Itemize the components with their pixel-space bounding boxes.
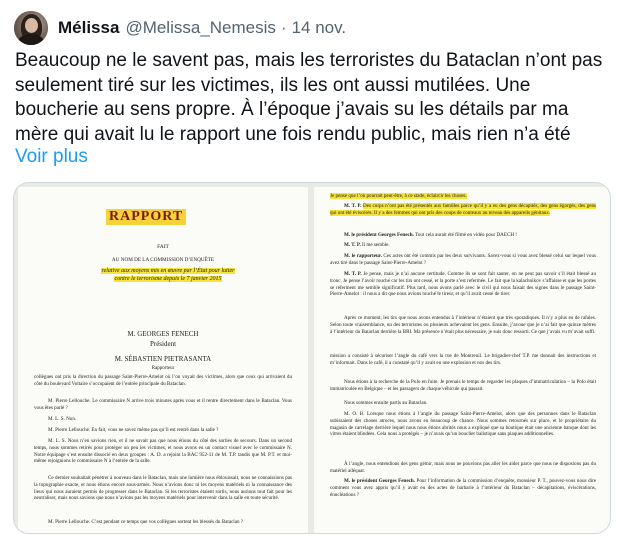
left-body-paragraph: M. Pierre Lellouche. Le commissaire N arrive trois minutes après vous et il rentre directement dans le Bataclan. Vous vous êtes parlé ?: [34, 398, 292, 411]
right-bottom-paragraph: M. O. B. Lorsque nous étions à l’angle du passage Saint-Pierre-Amelot, alors que des personnes dans le Bataclan subissaient des choses atroces, nous avons eu beaucoup de chance. Nous sommes retournés sur place, et le propriétaire du magasin de carrelage derrière lequel nous nous étions abrités nous a expliqué que sa boutique était une ancienne banque dont les vitres étaient blindées. Cela nous a protégés – je n’avais qu’un bouclier balistique sans plaques additionnelles.: [330, 411, 596, 438]
report-subject-line-1: relative aux moyens mis en œuvre par l’État pour lutter: [101, 268, 235, 274]
president-role: Président: [149, 340, 177, 348]
right-highlight-2: M. T. P. Des corps n’ont pas été présentés aux familles parce qu’il y a eu des gens décapités, des gens égorgés, des gens qui ont été éviscérés. Il y a des femmes qui ont pris des coups de couteaux au niveau des appareils génitaux.: [330, 203, 597, 216]
user-handle[interactable]: @Melissa_Nemesis: [125, 18, 276, 37]
rapporteur-role: Rapporteur: [151, 366, 175, 371]
report-page-right: [314, 187, 610, 533]
left-body-paragraph: M. Pierre Lellouche. En fait, vous ne savez même pas qu’il est rentré dans la salle ?: [48, 427, 219, 433]
left-body-paragraph: M. Pierre Lellouche. C’est pendant ce temps que vos collègues sortent les blessés du Bataclan ?: [48, 519, 244, 525]
right-highlight-1: Je pense que l’on pourrait peut-être, à ce stade, éclaircir les choses.: [330, 193, 467, 199]
tweet-date[interactable]: 14 nov.: [291, 18, 347, 37]
report-president: [18, 329, 308, 349]
right-bottom-paragraph: mission a consisté à sécuriser l’angle du café vers la rue de Montreuil. Le brigadier-chef T.P. me donnait des instructions et m’informait. Dans le café, il a constaté qu’il y avait eu une explosion et nos des tirs.: [330, 353, 596, 366]
rapporteur-name: M. SÉBASTIEN PIETRASANTA: [114, 355, 212, 363]
president-name: M. GEORGES FENECH: [127, 330, 199, 338]
display-name[interactable]: Mélissa: [58, 18, 120, 37]
report-subject-line-2: contre le terrorisme depuis le 7 janvier 2015: [114, 276, 222, 282]
report-commission: AU NOM DE LA COMMISSION D’ENQUÊTE: [111, 257, 215, 263]
right-tp-2: M. T. P. Je pense, mais je n’ai aucune certitude. Comme ils se sont fait sauter, on ne peut pas savoir s’il était blessé au tronc. Je pense l’avoir touché car les tirs ont cessé, et la porte s’est refermée. Le fait que la kalachnikov s’affaisse et que les portes se referment me semble significatif. Plus tard, nous avons parlé avec le civil qui nous faisait des signes dans le passage Saint-Pierre-Amelot : il nous a dit que nous avions touché le tireur, et qu’il avait cessé de tirer.: [330, 271, 596, 298]
tweet-media[interactable]: [13, 182, 611, 534]
tweet-text: Beaucoup ne le savent pas, mais les terroristes du Bataclan n’ont pas seulement tiré sur les victimes, ils les ont aussi mutilées. Une boucherie au sens propre. À l’époque j’avais su les détails par ma mère qui avait lu le rapport une fois rendu public, mais rien n’a été: [15, 50, 603, 145]
right-bottom-paragraph: Nous étions à la recherche de la Polo en fuite. Je prenais le temps de regarder les plaques d’immatriculation – la Polo était immatriculée en Belgique – et les passagers de chaque véhicule qui passait.: [330, 379, 596, 392]
left-body-paragraph: M. L. S. Non.: [48, 416, 77, 422]
report-subject: [48, 267, 288, 283]
right-fenech-1: M. le président Georges Fenech. Tout cela aurait été filmé en vidéo pour DAECH !: [344, 232, 517, 238]
report-title: RAPPORT: [106, 209, 186, 225]
right-final-question: M. le président Georges Fenech. Pour l’information de la commission d’enquête, monsieur P. T., pouvez-vous nous dire comment vous avez appris qu’il y avait eu des actes de barbarie à l’intérieur du Bataclan – décapitations, éviscérations, énucléations ?: [330, 478, 596, 498]
report-page-left: [18, 187, 308, 533]
right-bottom-paragraph: À l’angle, nous entendions des gens gémir, mais nous ne pouvions pas aller les aider parce que nous ne disposions pas du matériel adéquat.: [330, 461, 596, 474]
right-tp-3: Après ce moment, les tirs que nous avons entendus à l’intérieur n’étaient que très sporadiques. Il n’y a plus eu de rafales. Selon toute vraisemblance, un des terroristes ou plusieurs achevaient les gens. Ensuite, j’avoue que je n’ai fait que quinze mètres à l’intérieur du Bataclan derrière la BRI. Ma présence n’était plus nécessaire, je suis donc ressorti. Ce que j’avais vu m’avait suffi.: [330, 315, 596, 335]
right-rapporteur-1: M. le rapporteur. Ces actes ont été commis par les deux survivants. Savez-vous si vous avez blessé celui sur lequel vous avez tiré dans le passage Saint-Pierre-Amelot ?: [330, 253, 596, 266]
report-fait: FAIT: [157, 244, 169, 250]
separator-dot: ·: [280, 18, 287, 37]
show-more-link[interactable]: Voir plus: [15, 146, 88, 167]
author-line: [58, 18, 346, 38]
left-body-paragraph: M. L. S. Nous n’en savions rien, et il ne savait pas que nous étions du côté des sorties de secours. Dans un second temps, nous sommes retirés pour protéger un peu les victimes, et nous avons eu un contact visuel avec le commissaire N. Notre équipage s’est ensuite dissocié en deux groupes : A. D. a rejoint la BAC 952-11 de M. T.P. tandis que M. P.T. et moi-même rejoignions le commissaire N à l’entrée de la salle.: [34, 438, 292, 465]
report-rapporteur: [18, 355, 308, 373]
right-tp-1: M. T. P. Il me semble.: [344, 242, 390, 248]
tweet-header: [14, 10, 346, 46]
avatar[interactable]: [14, 11, 48, 45]
left-body-paragraph: collègues ont pris la direction du passage Saint-Pierre-Amelot où l’on voyait des victimes, alors que ceux qui arrivaient du côté du boulevard Voltaire s’occupaient de l’entrée principale du Bataclan.: [34, 374, 292, 387]
left-body-paragraph: Ce dernier souhaitait pénétrer à nouveau dans le Bataclan, mais une lumière nous éblouissait, nous ne connaissions pas la topographie exacte, et nous étions encore sous-armés. Nous n’avions donc ni les moyens matériels ni la connaissance des lieux qui nous auraient permis de progresser dans le Bataclan. Si les terroristes étaient sortis, nous aurions tout fait pour les neutraliser, mais nous savions que nous n’avions pas les moyens matériels pour intervenir dans la salle en toute sécurité.: [34, 475, 292, 502]
right-bottom-paragraph: Nous sommes ensuite partis au Bataclan.: [344, 400, 428, 406]
